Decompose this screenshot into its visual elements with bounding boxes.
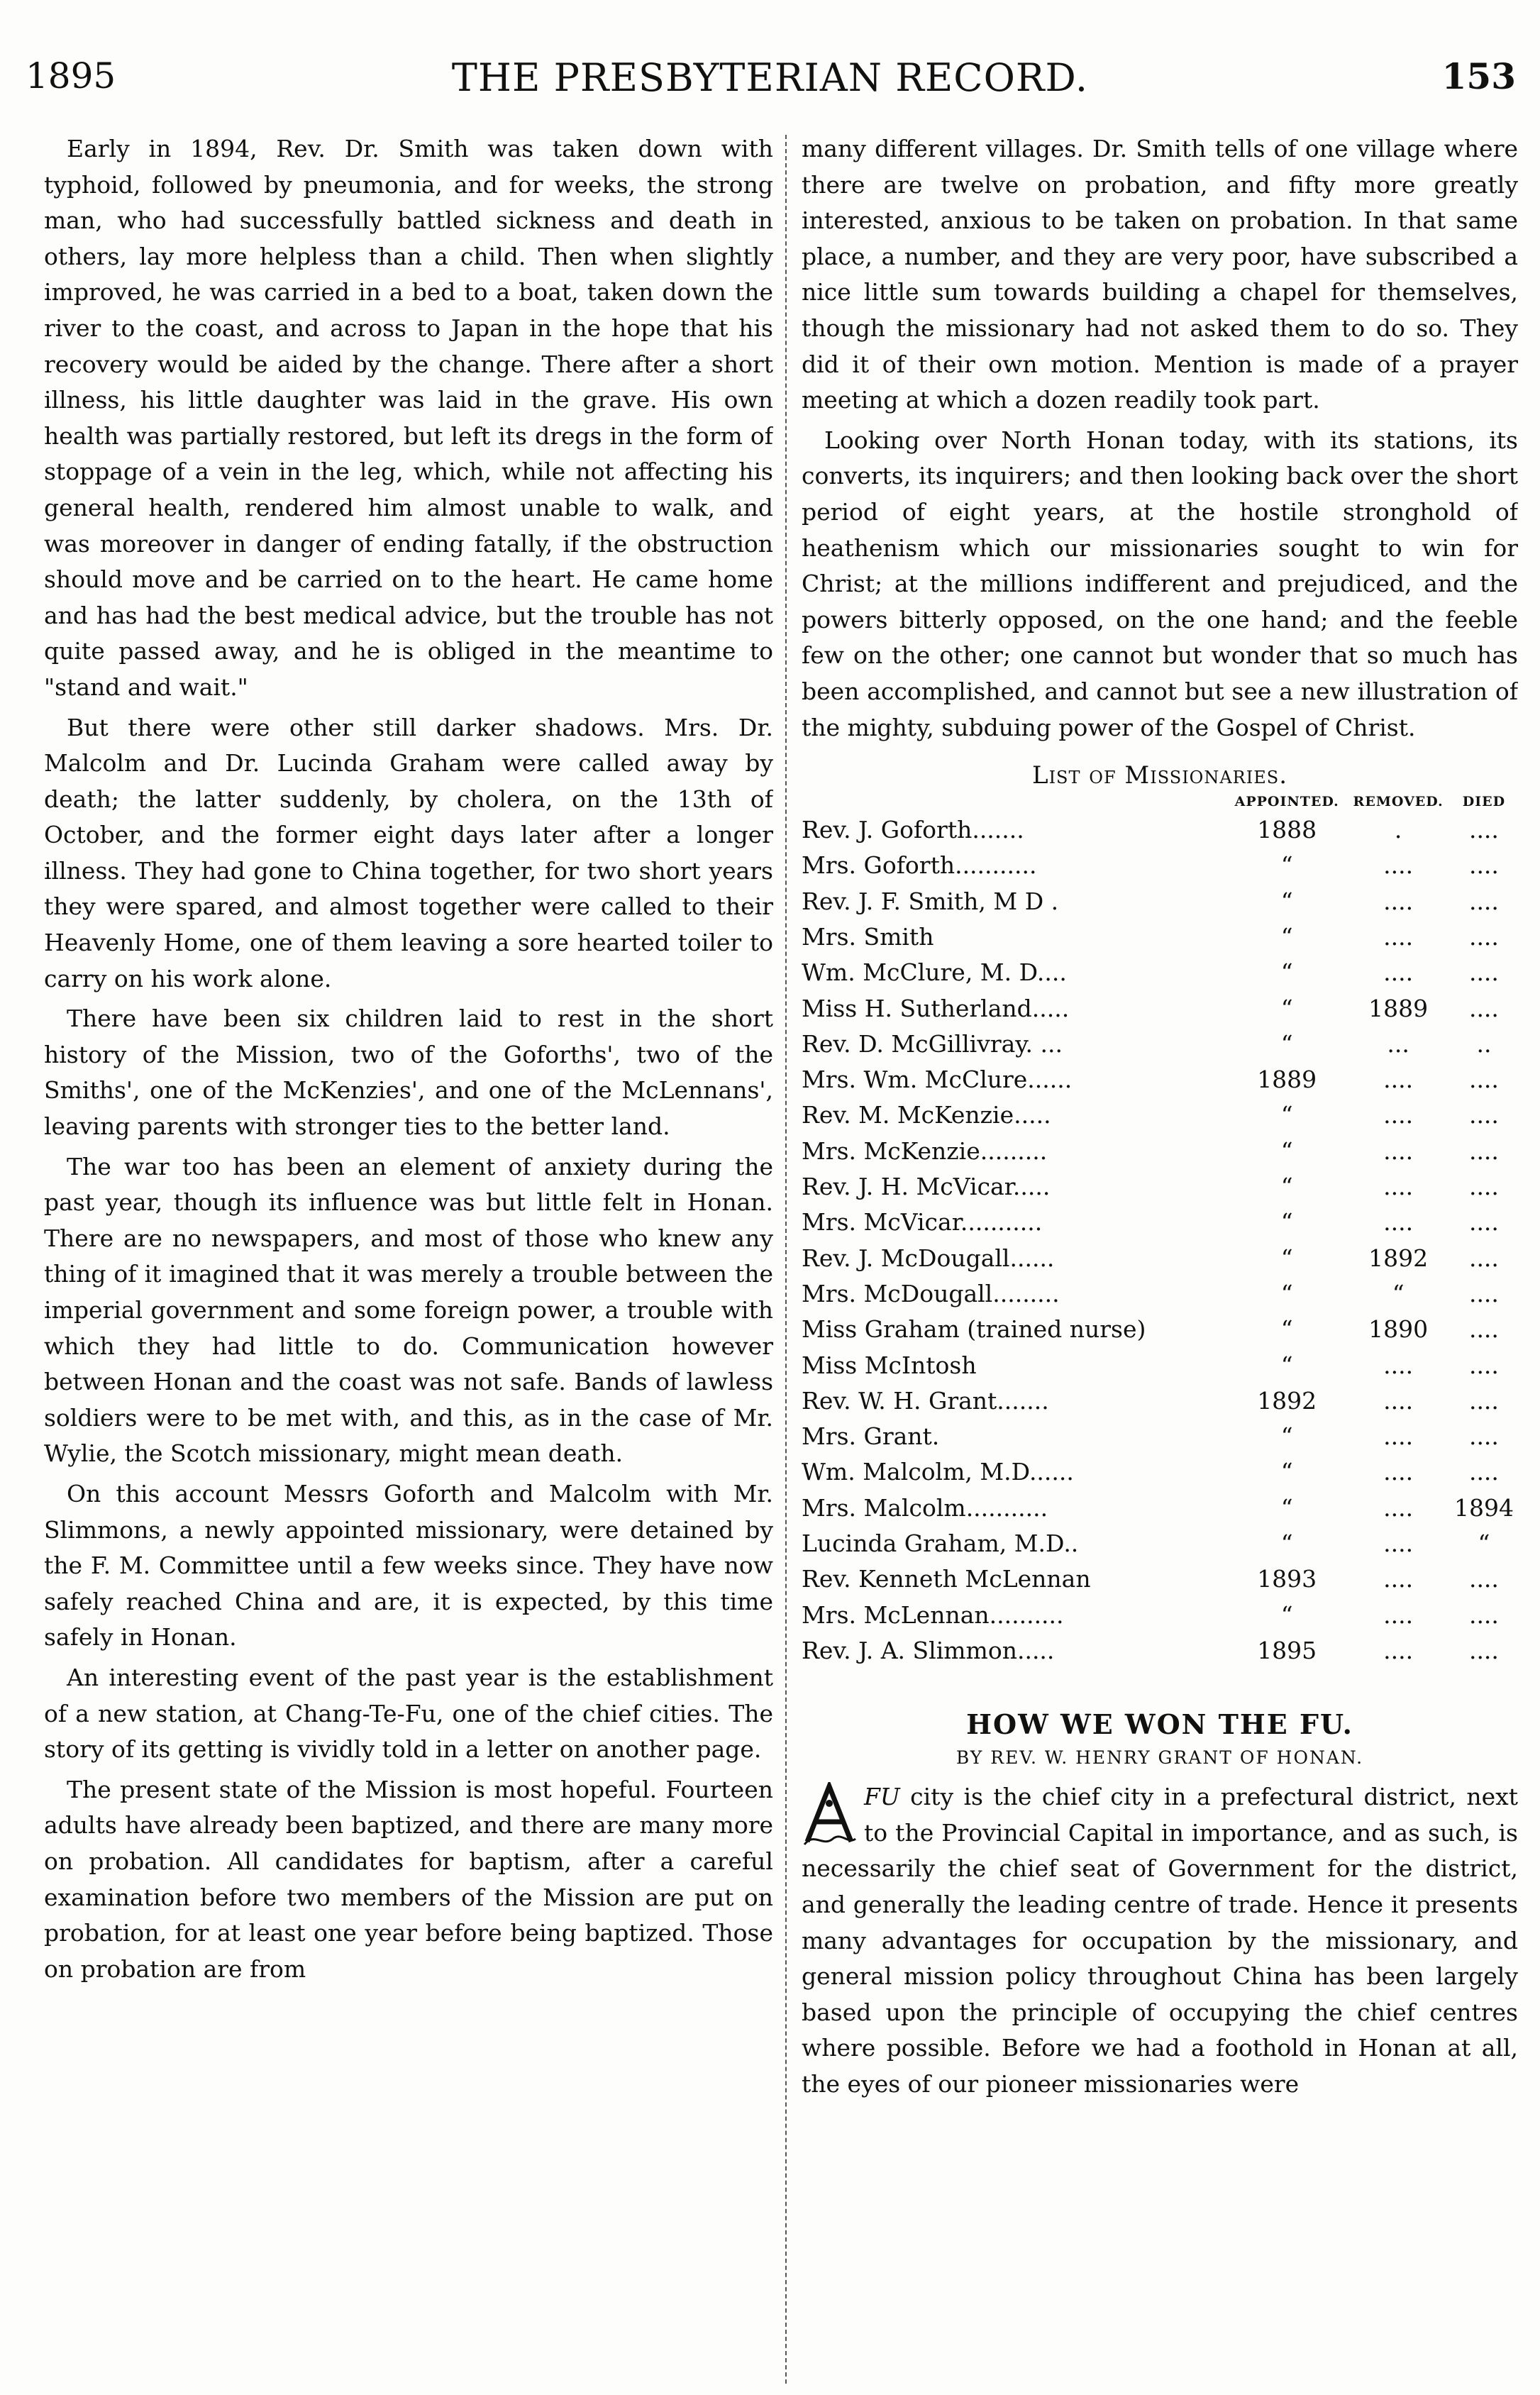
removed-year: .... — [1383, 1636, 1414, 1664]
died-year: .. — [1476, 1029, 1492, 1058]
table-row — [802, 1276, 1518, 1312]
removed-year: .... — [1383, 1066, 1414, 1094]
died-year: .... — [1468, 1636, 1499, 1664]
appointed-year: “ — [1280, 1279, 1293, 1307]
removed-year: .... — [1383, 1422, 1414, 1451]
missionary-name: Mrs. Grant. — [802, 1422, 940, 1451]
died-year: .... — [1468, 1315, 1499, 1344]
table-row — [802, 1169, 1518, 1205]
page-number: 153 — [1441, 55, 1516, 97]
paragraph: There have been six children laid to rest in the short history of the Mission, two of the Goforths', two of the Smiths', one of the McKenzies', and one of the McLennans', leaving parents with stronger ties to the better land. — [44, 1005, 773, 1141]
appointed-year: “ — [1280, 922, 1293, 951]
article-paragraph — [802, 1779, 1518, 2102]
appointed-year: “ — [1280, 1315, 1293, 1344]
missionary-name: Rev. J. Goforth....... — [802, 816, 1024, 844]
removed-year: .... — [1383, 1173, 1414, 1201]
removed-year: 1890 — [1368, 1315, 1429, 1344]
appointed-year: “ — [1280, 1458, 1293, 1486]
removed-year: “ — [1392, 1279, 1405, 1307]
table-row — [802, 1134, 1518, 1169]
removed-year: .... — [1383, 851, 1414, 880]
table-row — [802, 1383, 1518, 1419]
appointed-year: “ — [1280, 1493, 1293, 1522]
page-header — [0, 0, 1540, 128]
died-year: .... — [1468, 1565, 1499, 1593]
article-text: city is the chief city in a prefectural district, next to the Provincial Capital in importance, and as such, is necessarily the chief seat of Government for the district, and generally the leading centre of trade. Hence it presents many advantages for occupation by the missionary, and general mission policy throughout China has been largely based upon the principle of occupying the chief centres where possible. Before we had a foothold in Honan at all, the eyes of our pioneer missionaries were — [802, 1783, 1518, 2098]
died-year: .... — [1468, 1173, 1499, 1201]
missionary-name: Miss Graham (trained nurse) — [802, 1315, 1146, 1344]
table-row — [802, 919, 1518, 955]
missionary-name: Mrs. McLennan.......... — [802, 1600, 1064, 1629]
article-lead-word: FU — [864, 1783, 900, 1811]
missionary-name: Mrs. Smith — [802, 922, 934, 951]
table-row — [802, 1348, 1518, 1383]
appointed-year: “ — [1280, 1208, 1293, 1237]
table-row — [802, 1419, 1518, 1454]
missionary-name: Rev. M. McKenzie..... — [802, 1101, 1051, 1129]
appointed-year: 1889 — [1257, 1066, 1317, 1094]
removed-year: .... — [1383, 1565, 1414, 1593]
column-header-appointed: APPOINTED. — [1234, 794, 1339, 810]
table-row — [802, 812, 1518, 848]
table-row — [802, 1490, 1518, 1526]
table-row — [802, 1205, 1518, 1240]
table-header-row — [802, 794, 1518, 812]
removed-year: .... — [1383, 1101, 1414, 1129]
removed-year: .... — [1383, 1600, 1414, 1629]
right-column — [802, 131, 1518, 2384]
article-title: HOW WE WON THE FU. — [966, 1708, 1353, 1741]
removed-year: .... — [1383, 887, 1414, 915]
missionary-name: Wm. Malcolm, M.D...... — [802, 1458, 1074, 1486]
appointed-year: “ — [1280, 1600, 1293, 1629]
missionary-name: Mrs. McVicar........... — [802, 1208, 1043, 1237]
died-year: .... — [1468, 1279, 1499, 1307]
table-row — [802, 1561, 1518, 1597]
died-year: .... — [1468, 1136, 1499, 1165]
paragraph: On this account Messrs Goforth and Malcolm with Mr. Slimmons, a newly appointed missionary, were detained by the F. M. Committee until a few weeks since. They have now safely reached China and are, it is expected, by this time safely in Honan. — [44, 1479, 773, 1652]
died-year: “ — [1478, 1530, 1490, 1558]
removed-year: .... — [1383, 1386, 1414, 1415]
died-year: .... — [1468, 1351, 1499, 1379]
table-row — [802, 1097, 1518, 1133]
died-year: .... — [1468, 1422, 1499, 1451]
column-header-removed: REMOVED. — [1353, 794, 1444, 810]
missionary-name: Mrs. McKenzie......... — [802, 1136, 1048, 1165]
removed-year: .... — [1383, 1530, 1414, 1558]
missionary-list-heading: List of Missionaries. — [1031, 761, 1287, 790]
appointed-year: “ — [1280, 1351, 1293, 1379]
died-year: 1894 — [1453, 1493, 1514, 1522]
missionary-name: Rev. J. McDougall...... — [802, 1244, 1055, 1272]
table-row — [802, 1526, 1518, 1561]
died-year: .... — [1468, 851, 1499, 880]
died-year: .... — [1468, 887, 1499, 915]
paragraph: Looking over North Honan today, with its stations, its converts, its inquirers; and then looking back over the short period of eight years, at the hostile stronghold of heathenism which our missionaries sought to win for Christ; at the millions indifferent and prejudiced, and the powers bitterly opposed, on the one hand; and the feeble few on the other; one cannot but wonder that so much has been accomplished, and cannot but see a new illustration of the mighty, subduing power of the Gospel of Christ. — [802, 426, 1518, 741]
died-year: .... — [1468, 1244, 1499, 1272]
column-divider — [785, 135, 787, 2384]
died-year: .... — [1468, 816, 1499, 844]
missionary-name: Rev. J. F. Smith, M D . — [802, 887, 1059, 915]
died-year: .... — [1468, 958, 1499, 987]
missionary-name: Wm. McClure, M. D.... — [802, 958, 1067, 987]
died-year: .... — [1468, 922, 1499, 951]
missionary-name: Mrs. McDougall......... — [802, 1279, 1060, 1307]
removed-year: .... — [1383, 1136, 1414, 1165]
appointed-year: 1892 — [1257, 1386, 1317, 1415]
missionary-table — [802, 794, 1518, 1669]
removed-year: ... — [1387, 1029, 1409, 1058]
missionary-name: Rev. J. H. McVicar..... — [802, 1173, 1051, 1201]
missionary-name: Rev. Kenneth McLennan — [802, 1565, 1091, 1593]
appointed-year: “ — [1280, 994, 1293, 1022]
table-row — [802, 955, 1518, 990]
appointed-year: “ — [1280, 887, 1293, 915]
missionary-name: Rev. W. H. Grant....... — [802, 1386, 1049, 1415]
missionary-name: Lucinda Graham, M.D.. — [802, 1530, 1079, 1558]
appointed-year: “ — [1280, 958, 1293, 987]
appointed-year: “ — [1280, 851, 1293, 880]
removed-year: 1892 — [1368, 1244, 1429, 1272]
missionary-name: Rev. J. A. Slimmon..... — [802, 1636, 1055, 1664]
paragraph: An interesting event of the past year is the establishment of a new station, at Chang-Te-Fu, one of the chief cities. The story of its getting is vividly told in a letter on another page. — [44, 1663, 773, 1764]
died-year: .... — [1468, 1066, 1499, 1094]
column-header-died: DIED — [1462, 794, 1506, 810]
decorative-dropcap-icon — [802, 1782, 857, 1847]
died-year: .... — [1468, 1600, 1499, 1629]
table-row — [802, 991, 1518, 1027]
died-year: .... — [1468, 1101, 1499, 1129]
table-row — [802, 848, 1518, 883]
table-row — [802, 1241, 1518, 1276]
appointed-year: “ — [1280, 1244, 1293, 1272]
appointed-year: “ — [1280, 1173, 1293, 1201]
table-row — [802, 884, 1518, 919]
missionary-name: Mrs. Goforth........... — [802, 851, 1037, 880]
appointed-year: “ — [1280, 1422, 1293, 1451]
removed-year: .... — [1383, 922, 1414, 951]
article-byline: BY REV. W. HENRY GRANT OF HONAN. — [955, 1747, 1364, 1769]
table-row — [802, 1454, 1518, 1490]
missionary-name: Rev. D. McGillivray. ... — [802, 1029, 1063, 1058]
died-year: .... — [1468, 1386, 1499, 1415]
table-row — [802, 1062, 1518, 1097]
paragraph: The war too has been an element of anxiety during the past year, though its influence was but little felt in Honan. There are no newspapers, and most of those who knew any thing of it imagined that it was merely a trouble between the imperial government and some foreign power, a trouble with which they had little to do. Communication however between Honan and the coast was not safe. Bands of lawless soldiers were to be met with, and this, as in the case of Mr. Wylie, the Scotch missionary, might mean death. — [44, 1152, 773, 1468]
table-row — [802, 1598, 1518, 1633]
died-year: .... — [1468, 1208, 1499, 1237]
header-year: 1895 — [26, 55, 116, 96]
column-header-name — [802, 794, 1227, 812]
missionary-name: Miss H. Sutherland..... — [802, 994, 1070, 1022]
appointed-year: 1888 — [1257, 816, 1317, 844]
appointed-year: “ — [1280, 1530, 1293, 1558]
removed-year: .... — [1383, 1208, 1414, 1237]
appointed-year: “ — [1280, 1136, 1293, 1165]
missionary-table-body — [802, 812, 1518, 1669]
removed-year: 1889 — [1368, 994, 1429, 1022]
paragraph: many different villages. Dr. Smith tells of one village where there are twelve on probation, and fifty more greatly interested, anxious to be taken on probation. In that same place, a number, and they are very poor, have subscribed a nice little sum towards building a chapel for themselves, though the missionary had not asked them to do so. They did it of their own motion. Mention is made of a prayer meeting at which a dozen readily took part. — [802, 135, 1518, 414]
header-title: THE PRESBYTERIAN RECORD. — [451, 55, 1089, 100]
missionary-name: Mrs. Malcolm........... — [802, 1493, 1048, 1522]
removed-year: .... — [1383, 1493, 1414, 1522]
missionary-name: Mrs. Wm. McClure...... — [802, 1066, 1073, 1094]
died-year: .... — [1468, 1458, 1499, 1486]
appointed-year: 1895 — [1257, 1636, 1317, 1664]
paragraph: The present state of the Mission is most hopeful. Fourteen adults have already been baptized, and there are many more on probation. All candidates for baptism, after a careful examination before two members of the Mission are put on probation, for at least one year before being baptized. Those on probation are from — [44, 1775, 773, 1983]
appointed-year: “ — [1280, 1029, 1293, 1058]
appointed-year: “ — [1280, 1101, 1293, 1129]
died-year: .... — [1468, 994, 1499, 1022]
appointed-year: 1893 — [1257, 1565, 1317, 1593]
missionary-name: Miss McIntosh — [802, 1351, 977, 1379]
removed-year: .... — [1383, 958, 1414, 987]
removed-year: .... — [1383, 1351, 1414, 1379]
table-row — [802, 1312, 1518, 1347]
paragraph: Early in 1894, Rev. Dr. Smith was taken down with typhoid, followed by pneumonia, and for weeks, the strong man, who had successfully battled sickness and death in others, lay more helpless than a child. Then when slightly improved, he was carried in a bed to a boat, taken down the river to the coast, and across to Japan in the hope that his recovery would be aided by the change. There after a short illness, his little daughter was laid in the grave. His own health was partially restored, but left its dregs in the form of stoppage of a vein in the leg, which, while not affecting his general health, rendered him almost unable to walk, and was moreover in danger of ending fatally, if the obstruction should move and be carried on to the heart. He came home and has had the best medical advice, but the trouble has not quite passed away, and he is obliged in the meantime to "stand and wait." — [44, 135, 773, 701]
removed-year: . — [1394, 816, 1402, 844]
table-row — [802, 1633, 1518, 1669]
table-row — [802, 1027, 1518, 1062]
removed-year: .... — [1383, 1458, 1414, 1486]
left-column — [44, 131, 773, 2384]
paragraph: But there were other still darker shadows. Mrs. Dr. Malcolm and Dr. Lucinda Graham were called away by death; the latter suddenly, by cholera, on the 13th of October, and the former eight days later after a longer illness. They had gone to China together, for two short years they were spared, and almost together were called to their Heavenly Home, one of them leaving a sore hearted toiler to carry on his work alone. — [44, 713, 773, 992]
